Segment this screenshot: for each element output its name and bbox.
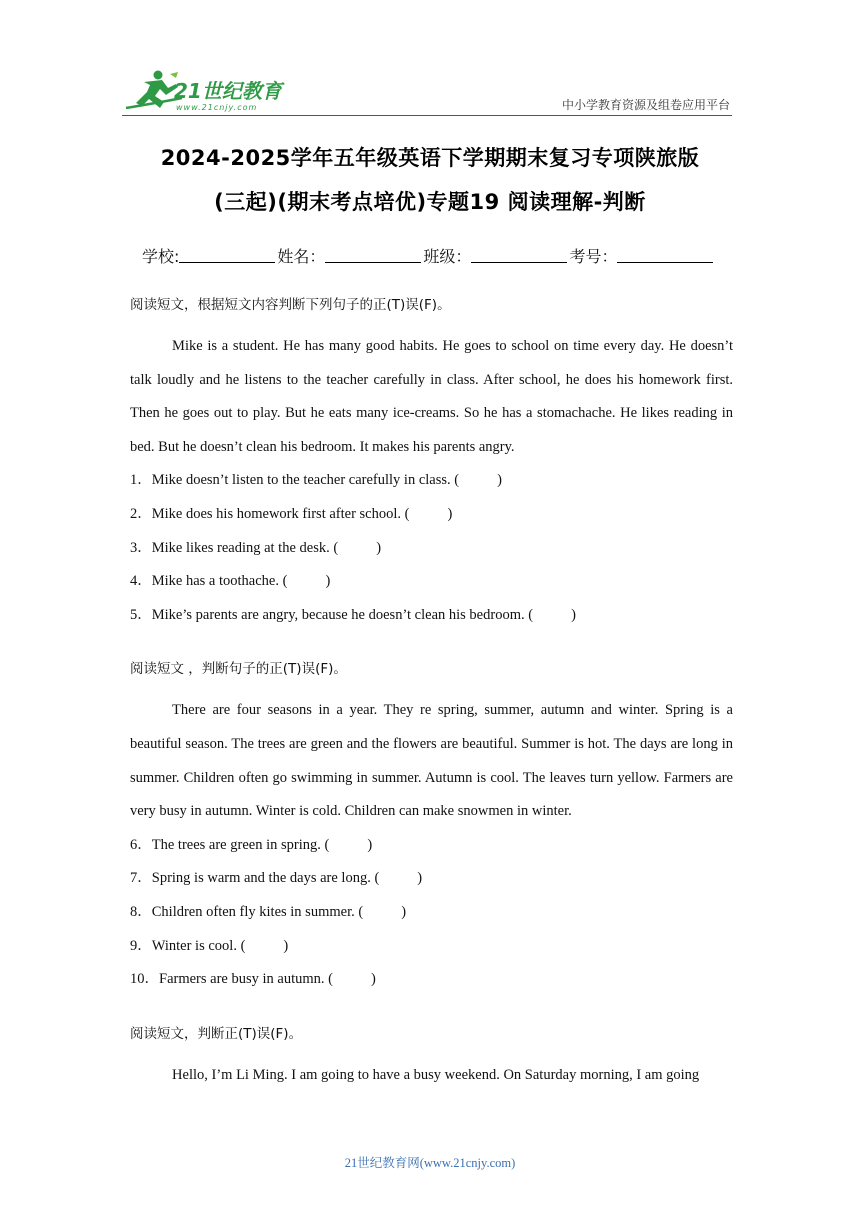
question-item [130,464,733,498]
question-close: ) [376,539,382,556]
question-close: ) [401,903,407,920]
reading-passage: There are four seasons in a year. They re spring, summer, autumn and winter. Spring is a beautiful season. The trees are green and the flowers are beautiful. Summer is hot. The days are long in summer. Children often go swimming in summer. Autumn is cool. The leaves turn yellow. Farmers are very busy in autumn. Winter is cold. Children can make snowmen in winter. [130,702,733,820]
question-item [130,565,733,599]
question-close: ) [367,836,373,853]
question-number: 1． [130,472,152,489]
question-close: ) [283,937,289,954]
page-footer[interactable]: 21世纪教育网(www.21cnjy.com) [344,1156,516,1170]
reading-passage: Hello, I’m Li Ming. I am going to have a busy weekend. On Saturday morning, I am going [172,1066,700,1083]
section-instruction: 阅读短文，根据短文内容判断下列句子的正(T)误(F)。 [130,297,451,313]
question-close: ) [325,573,331,590]
question-close: ) [447,505,453,522]
question-close: ) [370,971,376,988]
page-title-line1: 2024-2025学年五年级英语下学期期末复习专项陕旅版 [160,146,700,170]
question-item [130,896,733,930]
question-text: Children often fly kites in summer. ( [151,903,364,920]
page-title-line2: (三起)(期末考点培优)专题19 阅读理解-判断 [214,190,646,214]
question-close: ) [417,870,423,887]
question-close: ) [571,606,576,623]
question-item [130,498,733,532]
class-label: 班级： [423,247,472,266]
question-number: 4． [130,573,152,590]
question-item [130,532,733,566]
name-label: 姓名： [277,247,326,266]
question-item [130,963,733,997]
question-text: The trees are green in spring. ( [151,836,330,853]
question-text: Mike’s parents are angry, because he doesn’t clean his bedroom. ( [151,606,534,623]
question-number: 7． [130,870,152,887]
school-blank[interactable] [179,244,275,263]
school-label: 学校: [142,247,180,266]
logo-text: 21世纪教育 [174,79,282,103]
student-info [142,244,715,267]
question-item [130,930,733,964]
question-item [130,862,733,896]
question-text: Winter is cool. ( [151,937,246,954]
question-text: Mike doesn’t listen to the teacher carefully in class. ( [151,472,460,489]
number-label: 考号： [569,247,618,266]
exercise-content [130,296,733,1092]
logo-url: www.21cnjy.com [176,103,258,112]
number-blank[interactable] [617,244,713,263]
question-number: 3． [130,539,152,556]
section-2 [130,660,733,996]
platform-name: 中小学教育资源及组卷应用平台 [561,98,730,112]
question-number: 8． [130,903,152,920]
logo [122,68,292,114]
question-text: Farmers are busy in autumn. ( [159,971,333,988]
question-number: 2． [130,505,152,522]
question-number: 6． [130,836,152,853]
header-divider [122,115,732,116]
question-item [130,599,733,633]
name-blank[interactable] [325,244,421,263]
question-text: Mike has a toothache. ( [151,573,288,590]
section-3 [130,1025,733,1093]
section-1 [130,296,733,632]
section-instruction: 阅读短文 ，判断句子的正(T)误(F)。 [130,661,347,678]
question-text: Mike likes reading at the desk. ( [151,539,339,556]
question-number: 10． [130,971,159,988]
reading-passage: Mike is a student. He has many good habits. He goes to school on time every day. He doesn’t talk loudly and he listens to the teacher carefully in class. After school, he does his homework first. Then he goes out to play. But he eats many ice-creams. So he has a stomachache. He likes reading in bed. But he doesn’t clean his bedroom. It makes his parents angry. [130,338,733,455]
class-blank[interactable] [471,244,567,263]
question-number: 9． [130,937,152,954]
section-instruction: 阅读短文，判断正(T)误(F)。 [130,1025,303,1042]
page-header [122,66,732,116]
question-close: ) [497,472,502,489]
question-item [130,829,733,863]
question-text: Mike does his homework first after school. ( [151,505,410,522]
question-number: 5． [130,606,152,623]
question-text: Spring is warm and the days are long. ( [151,870,380,887]
